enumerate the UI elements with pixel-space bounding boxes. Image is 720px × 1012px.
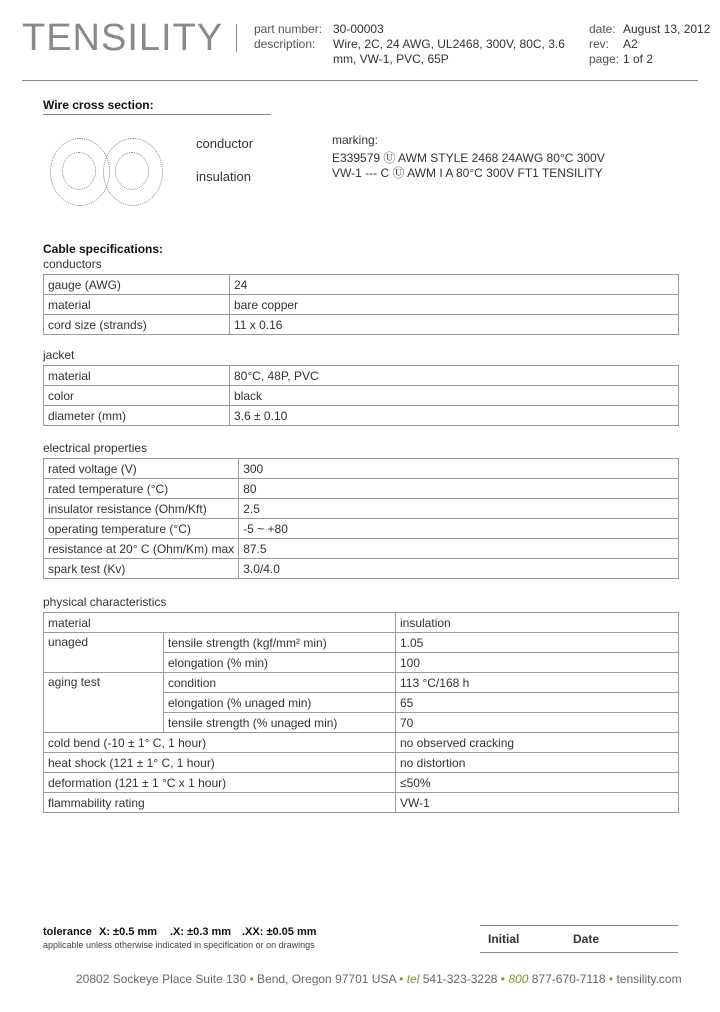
spec-label: tensile strength (% unaged min)	[164, 713, 396, 733]
spec-label: material	[44, 295, 230, 315]
footer-separator: •	[249, 972, 254, 986]
insulation-header: insulation	[396, 613, 679, 633]
conductor-label: conductor	[196, 136, 254, 151]
rev-label: rev:	[589, 37, 610, 51]
table-row	[44, 459, 679, 479]
spec-label: gauge (AWG)	[44, 275, 230, 295]
spec-value: bare copper	[230, 295, 679, 315]
spec-label: heat shock (121 ± 1° C, 1 hour)	[44, 753, 396, 773]
cross-section-underline	[43, 114, 271, 115]
page-label: page:	[589, 52, 620, 66]
table-row	[44, 315, 679, 335]
footer-fax-label: 800	[508, 972, 529, 986]
table-row	[44, 733, 679, 753]
marking-line-1: E339579 Ⓤ AWM STYLE 2468 24AWG 80°C 300V	[332, 151, 605, 165]
table-row	[44, 559, 679, 579]
table-row	[44, 633, 679, 653]
marking-label: marking:	[332, 133, 379, 147]
spec-label: insulator resistance (Ohm/Kft)	[44, 499, 239, 519]
spec-value: no distortion	[396, 753, 679, 773]
initial-label: Initial	[488, 932, 520, 946]
date-label: date:	[589, 22, 616, 36]
table-row	[44, 793, 679, 813]
page-value: 1 of 2	[623, 52, 654, 66]
logo-divider	[236, 24, 237, 52]
jacket-title: jacket	[43, 348, 75, 362]
spec-value: 3.6 ± 0.10	[230, 406, 679, 426]
table-row	[44, 613, 679, 633]
footer-website-link[interactable]: tensility.com	[616, 972, 682, 986]
spec-value: 11 x 0.16	[230, 315, 679, 335]
spec-label: deformation (121 ± 1 °C x 1 hour)	[44, 773, 396, 793]
conductor-right-circle	[115, 152, 149, 190]
tolerance-note: applicable unless otherwise indicated in specification or on drawings	[43, 940, 315, 950]
spec-label: material	[44, 366, 230, 386]
physical-title: physical characteristics	[43, 595, 167, 609]
footer-city: Bend, Oregon 97701 USA	[257, 972, 396, 986]
spec-value: -5 ~ +80	[239, 519, 679, 539]
spec-value: 113 °C/168 h	[396, 673, 679, 693]
table-row	[44, 275, 679, 295]
spec-label: cord size (strands)	[44, 315, 230, 335]
jacket-table	[43, 365, 679, 426]
description-line-2: mm, VW-1, PVC, 65P	[333, 52, 449, 66]
footer-separator: •	[608, 972, 614, 986]
spec-value: 300	[239, 459, 679, 479]
material-header: material	[44, 613, 396, 633]
spec-value: 2.5	[239, 499, 679, 519]
date-value: August 13, 2012	[623, 22, 711, 36]
footer-fax: 877-670-7118	[531, 972, 606, 986]
tolerance-x: X: ±0.5 mm	[99, 926, 158, 938]
spec-label: operating temperature (°C)	[44, 519, 239, 539]
spec-value: 1.05	[396, 633, 679, 653]
spec-label: flammability rating	[44, 793, 396, 813]
conductors-table	[43, 274, 679, 335]
insulation-label: insulation	[196, 169, 251, 184]
footer-separator: •	[399, 972, 404, 986]
tolerance-label: tolerance	[43, 926, 92, 938]
footer-tel: 541-323-3228	[422, 972, 498, 986]
footer-separator: •	[500, 972, 505, 986]
cross-section-title: Wire cross section:	[43, 98, 154, 112]
company-logo: TENSILITY	[22, 17, 224, 59]
spec-label: diameter (mm)	[44, 406, 230, 426]
table-row	[44, 519, 679, 539]
spec-label: elongation (% unaged min)	[164, 693, 396, 713]
physical-table	[43, 612, 679, 813]
marking-line-2: VW-1 --- C Ⓤ AWM I A 80°C 300V FT1 TENSILITY	[332, 166, 603, 180]
footer-address: 20802 Sockeye Place Suite 130	[76, 972, 247, 986]
spec-label: condition	[164, 673, 396, 693]
signoff-top-rule	[480, 925, 678, 926]
unaged-label: unaged	[44, 633, 164, 673]
spec-value: ≤50%	[396, 773, 679, 793]
table-row	[44, 499, 679, 519]
electrical-title: electrical properties	[43, 441, 148, 455]
spec-label: spark test (Kv)	[44, 559, 239, 579]
spec-label: color	[44, 386, 230, 406]
aging-test-label: aging test	[44, 673, 164, 733]
spec-label: rated voltage (V)	[44, 459, 239, 479]
table-row	[44, 386, 679, 406]
signoff-bottom-rule	[480, 952, 678, 953]
spec-label: tensile strength (kgf/mm² min)	[164, 633, 396, 653]
electrical-table	[43, 458, 679, 579]
tolerance-x1: .X: ±0.3 mm	[170, 926, 232, 938]
spec-value: 80	[239, 479, 679, 499]
description-label: description:	[254, 37, 316, 51]
spec-value: 24	[230, 275, 679, 295]
spec-label: rated temperature (°C)	[44, 479, 239, 499]
table-row	[44, 479, 679, 499]
table-row	[44, 773, 679, 793]
conductors-title: conductors	[43, 257, 102, 271]
table-row	[44, 539, 679, 559]
spec-value: 65	[396, 693, 679, 713]
spec-value: 100	[396, 653, 679, 673]
part-number-value: 30-00003	[333, 22, 384, 36]
spec-value: VW-1	[396, 793, 679, 813]
date-signoff-label: Date	[573, 932, 600, 946]
tolerance-x2: .XX: ±0.05 mm	[242, 926, 317, 938]
description-line-1: Wire, 2C, 24 AWG, UL2468, 300V, 80C, 3.6	[333, 37, 565, 51]
spec-label: resistance at 20° C (Ohm/Km) max	[44, 539, 239, 559]
spec-value: 87.5	[239, 539, 679, 559]
part-number-label: part number:	[254, 22, 323, 36]
spec-value: no observed cracking	[396, 733, 679, 753]
table-row	[44, 406, 679, 426]
table-row	[44, 673, 679, 693]
footer	[76, 972, 682, 986]
conductor-left-circle	[62, 152, 96, 190]
spec-value: 70	[396, 713, 679, 733]
rev-value: A2	[623, 37, 638, 51]
spec-label: cold bend (-10 ± 1° C, 1 hour)	[44, 733, 396, 753]
spec-value: 80°C, 48P, PVC	[230, 366, 679, 386]
footer-tel-label: tel	[406, 972, 420, 986]
table-row	[44, 753, 679, 773]
cable-spec-title: Cable specifications:	[43, 242, 164, 256]
header-rule	[22, 80, 698, 81]
spec-value: 3.0/4.0	[239, 559, 679, 579]
spec-value: black	[230, 386, 679, 406]
table-row	[44, 295, 679, 315]
table-row	[44, 366, 679, 386]
spec-label: elongation (% min)	[164, 653, 396, 673]
